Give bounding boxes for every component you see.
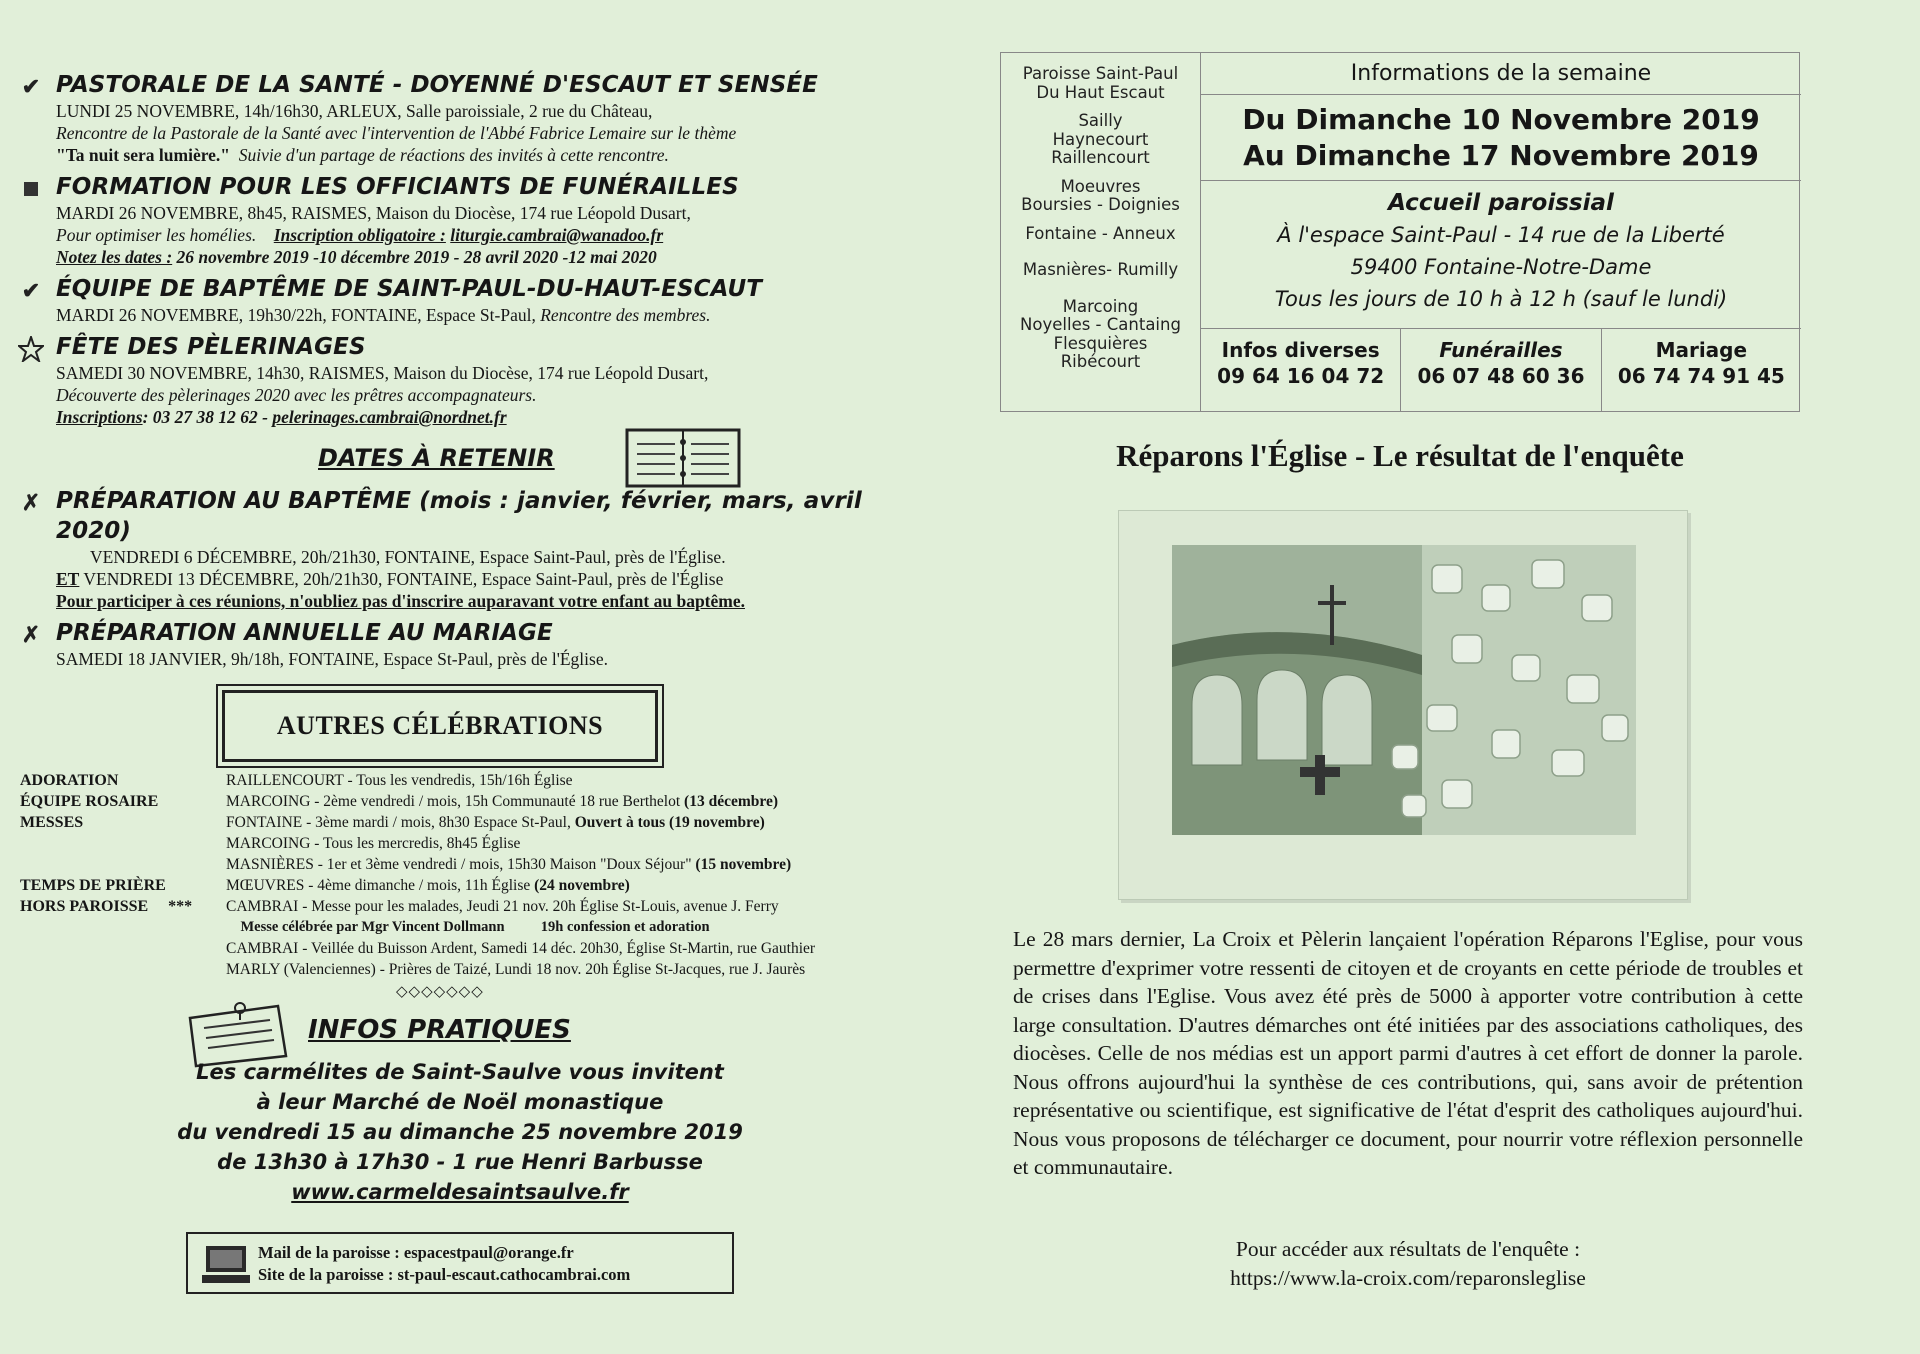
event-quote: "Ta nuit sera lumière." [56,145,231,165]
celebration-row: MASNIÈRES - 1er et 3ème vendredi / mois, 15h30 Maison "Doux Séjour" (15 novembre) [226,856,792,873]
event-title: PRÉPARATION AU BAPTÊME (mois : janvier, février, mars, avril 2020) [56,488,862,544]
article-link-block [1013,1235,1803,1293]
event-line: MARDI 26 NOVEMBRE, 8h45, RAISMES, Maison du Diocèse, 174 rue Léopold Dusart, [56,203,691,223]
event-line: Pour optimiser les homélies. [56,225,257,245]
accueil-line: 59400 Fontaine-Notre-Dame [1350,255,1652,279]
carmel-website-link[interactable]: www.carmeldesaintsaulve.fr [291,1180,629,1204]
infos-line: Les carmélites de Saint-Saulve vous invitent [196,1060,724,1084]
cross-mark-icon: ✗ [21,622,41,647]
celebration-row: MARLY (Valenciennes) - Prières de Taizé, Lundi 18 nov. 20h Église St-Jacques, rue J. Jaurès [226,961,806,978]
checkmark-icon: ✔ [21,74,41,99]
event-line: Suivie d'un partage de réactions des invités à cette rencontre. [238,145,669,165]
event-label: ET [56,569,80,589]
event-title: PRÉPARATION ANNUELLE AU MARIAGE [56,620,553,646]
article-link-label: Pour accéder aux résultats de l'enquête : [1235,1237,1581,1261]
infos-line: de 13h30 à 17h30 - 1 rue Henri Barbusse [217,1150,703,1174]
event-notice: Pour participer à ces réunions, n'oubliez pas d'inscrire auparavant votre enfant au baptême. [56,591,745,611]
phone-mariage: Mariage 06 74 74 91 45 [1601,329,1801,411]
event-mariage [18,618,938,670]
event-label: Inscriptions [56,407,143,427]
celebration-row: HORS PAROISSE *** CAMBRAI - Messe pour les malades, Jeudi 21 nov. 20h Église St-Louis, avenue J. Ferry [20,898,779,915]
cross-mark-icon: ✗ [21,490,41,515]
parish-group: Marcoing Noyelles - Cantaing Flesquières Ribécourt [1020,296,1181,371]
event-line: SAMEDI 30 NOVEMBRE, 14h30, RAISMES, Maison du Diocèse, 174 rue Léopold Dusart, [56,363,709,383]
infos-pratiques-body [150,1057,770,1207]
event-title: PASTORALE DE LA SANTÉ - DOYENNÉ D'ESCAUT ET SENSÉE [56,72,818,98]
event-bapteme [18,486,938,612]
event-title: FÊTE DES PÈLERINAGES [56,334,366,360]
article-link-url[interactable]: https://www.la-croix.com/reparonsleglise [1230,1266,1586,1290]
accueil-paroissial [1201,181,1801,329]
dates-a-retenir-header [18,434,938,486]
date-from: Du Dimanche 10 Novembre 2019 [1242,102,1760,136]
parish-group: Paroisse Saint-Paul Du Haut Escaut [1022,64,1179,102]
info-table-header: Informations de la semaine [1201,53,1801,95]
accueil-line: À l'espace Saint-Paul - 14 rue de la Liberté [1277,223,1725,247]
celebrations-list [20,770,940,980]
event-line: Rencontre de la Pastorale de la Santé avec l'intervention de l'Abbé Fabrice Lemaire sur le thème [56,123,737,143]
event-formation [18,172,938,268]
parish-list [1001,53,1201,411]
parish-group: Fontaine - Anneux [1025,223,1176,243]
date-to: Au Dimanche 17 Novembre 2019 [1243,138,1759,172]
event-line: VENDREDI 6 DÉCEMBRE, 20h/21h30, FONTAINE, Espace Saint-Paul, près de l'Église. [90,547,726,567]
church-puzzle-image [1172,545,1636,835]
left-column [18,70,938,676]
week-dates [1201,95,1801,181]
section-title: DATES À RETENIR [318,444,555,472]
event-fete [18,332,938,428]
event-line: SAMEDI 18 JANVIER, 9h/18h, FONTAINE, Espace St-Paul, près de l'Église. [56,649,608,669]
email-link[interactable]: pelerinages.cambrai@nordnet.fr [272,407,507,427]
phone-infos-diverses: Infos diverses 09 64 16 04 72 [1217,338,1385,388]
article-title: Réparons l'Église - Le résultat de l'enquête [1116,438,1684,473]
event-equipe [18,274,938,326]
parish-site[interactable]: Site de la paroisse : st-paul-escaut.cathocambrai.com [258,1265,631,1284]
phone-funerailles: Funérailles 06 07 48 60 36 [1400,329,1600,411]
celebration-row: MARCOING - Tous les mercredis, 8h45 Église [226,835,521,852]
email-link[interactable]: liturgie.cambrai@wanadoo.fr [450,225,664,245]
info-table-main [1201,53,1801,411]
accueil-line: Tous les jours de 10 h à 12 h (sauf le lundi) [1274,287,1728,311]
parish-group: Masnières- Rumilly [1022,260,1179,279]
event-title: FORMATION POUR LES OFFICIANTS DE FUNÉRAILLES [56,174,739,200]
article-body: Le 28 mars dernier, La Croix et Pèlerin lançaient l'opération Réparons l'Eglise, pour vous permettre d'exprimer votre ressenti de citoyen et de croyants en cette période de troubles et de crises dans l'Eglise. Vous avez été près de 5000 à apporter votre contribution à cette large consultation. D'autres démarches ont été initiées par des associations catholiques, des diocèses. Celle de nos médias est un apport parmi d'autres à cet effort de donner la parole. Nous offrons aujourd'hui la synthèse de ces contributions, qui, sans avoir de prétention représentative ou scientifique, est significative de l'état d'esprit des catholiques aujourd'hui. Nous vous proposons de télécharger ce document, pour nourrir votre réflexion personnelle et communautaire. [1013,927,1803,1179]
event-line: VENDREDI 13 DÉCEMBRE, 20h/21h30, FONTAINE, Espace Saint-Paul, près de l'Église [83,569,724,589]
event-title: ÉQUIPE DE BAPTÊME DE SAINT-PAUL-DU-HAUT-ESCAUT [56,276,763,302]
celebration-row: CAMBRAI - Veillée du Buisson Ardent, Samedi 14 déc. 20h30, Église St-Martin, rue Gauthier [226,940,816,957]
phone-numbers [1201,329,1801,411]
event-label: Inscription obligatoire : [273,225,446,245]
parish-mail[interactable]: Mail de la paroisse : espacestpaul@orange.fr [258,1243,574,1262]
event-line: LUNDI 25 NOVEMBRE, 14h/16h30, ARLEUX, Salle paroissiale, 2 rue du Château, [56,101,653,121]
event-line: MARDI 26 NOVEMBRE, 19h30/22h, FONTAINE, Espace St-Paul, [56,305,536,325]
star-icon [18,338,44,360]
event-label: Notez les dates : [56,247,173,267]
square-bullet-icon [18,178,44,200]
checkmark-icon: ✔ [21,278,41,303]
infos-line: du vendredi 15 au dimanche 25 novembre 2019 [177,1120,743,1144]
event-phone: : 03 27 38 12 62 - [142,407,268,427]
celebration-row: TEMPS DE PRIÈRE MŒUVRES - 4ème dimanche / mois, 11h Église (24 novembre) [20,877,630,894]
parish-contact-box [186,1232,734,1294]
infos-pratiques-title: INFOS PRATIQUES [308,1015,571,1045]
event-pastorale [18,70,938,166]
agenda-book-icon [623,426,743,490]
event-line: Rencontre des membres. [540,305,711,325]
weekly-info-table [1000,52,1800,412]
celebration-row: Messe célébrée par Mgr Vincent Dollmann 19h confession et adoration [226,919,710,935]
parish-group: Moeuvres Boursies - Doignies [1021,176,1180,214]
infos-line: à leur Marché de Noël monastique [256,1090,664,1114]
accueil-title: Accueil paroissial [1388,190,1614,216]
diamond-separator: ◇◇◇◇◇◇◇ [396,984,484,1000]
celebration-row: MESSES FONTAINE - 3ème mardi / mois, 8h30 Espace St-Paul, Ouvert à tous (19 novembre) [20,814,765,831]
celebration-row: ADORATION RAILLENCOURT - Tous les vendredis, 15h/16h Église [20,772,573,789]
celebration-row: ÉQUIPE ROSAIRE MARCOING - 2ème vendredi / mois, 15h Communauté 18 rue Berthelot (13 décembre) [20,793,779,810]
event-dates: 26 novembre 2019 -10 décembre 2019 - 28 avril 2020 -12 mai 2020 [176,247,657,267]
parish-group: Sailly Haynecourt Raillencourt [1051,111,1150,167]
autres-celebrations-title: AUTRES CÉLÉBRATIONS [222,690,658,762]
computer-icon [200,1244,252,1286]
event-line: Découverte des pèlerinages 2020 avec les prêtres accompagnateurs. [56,385,537,405]
